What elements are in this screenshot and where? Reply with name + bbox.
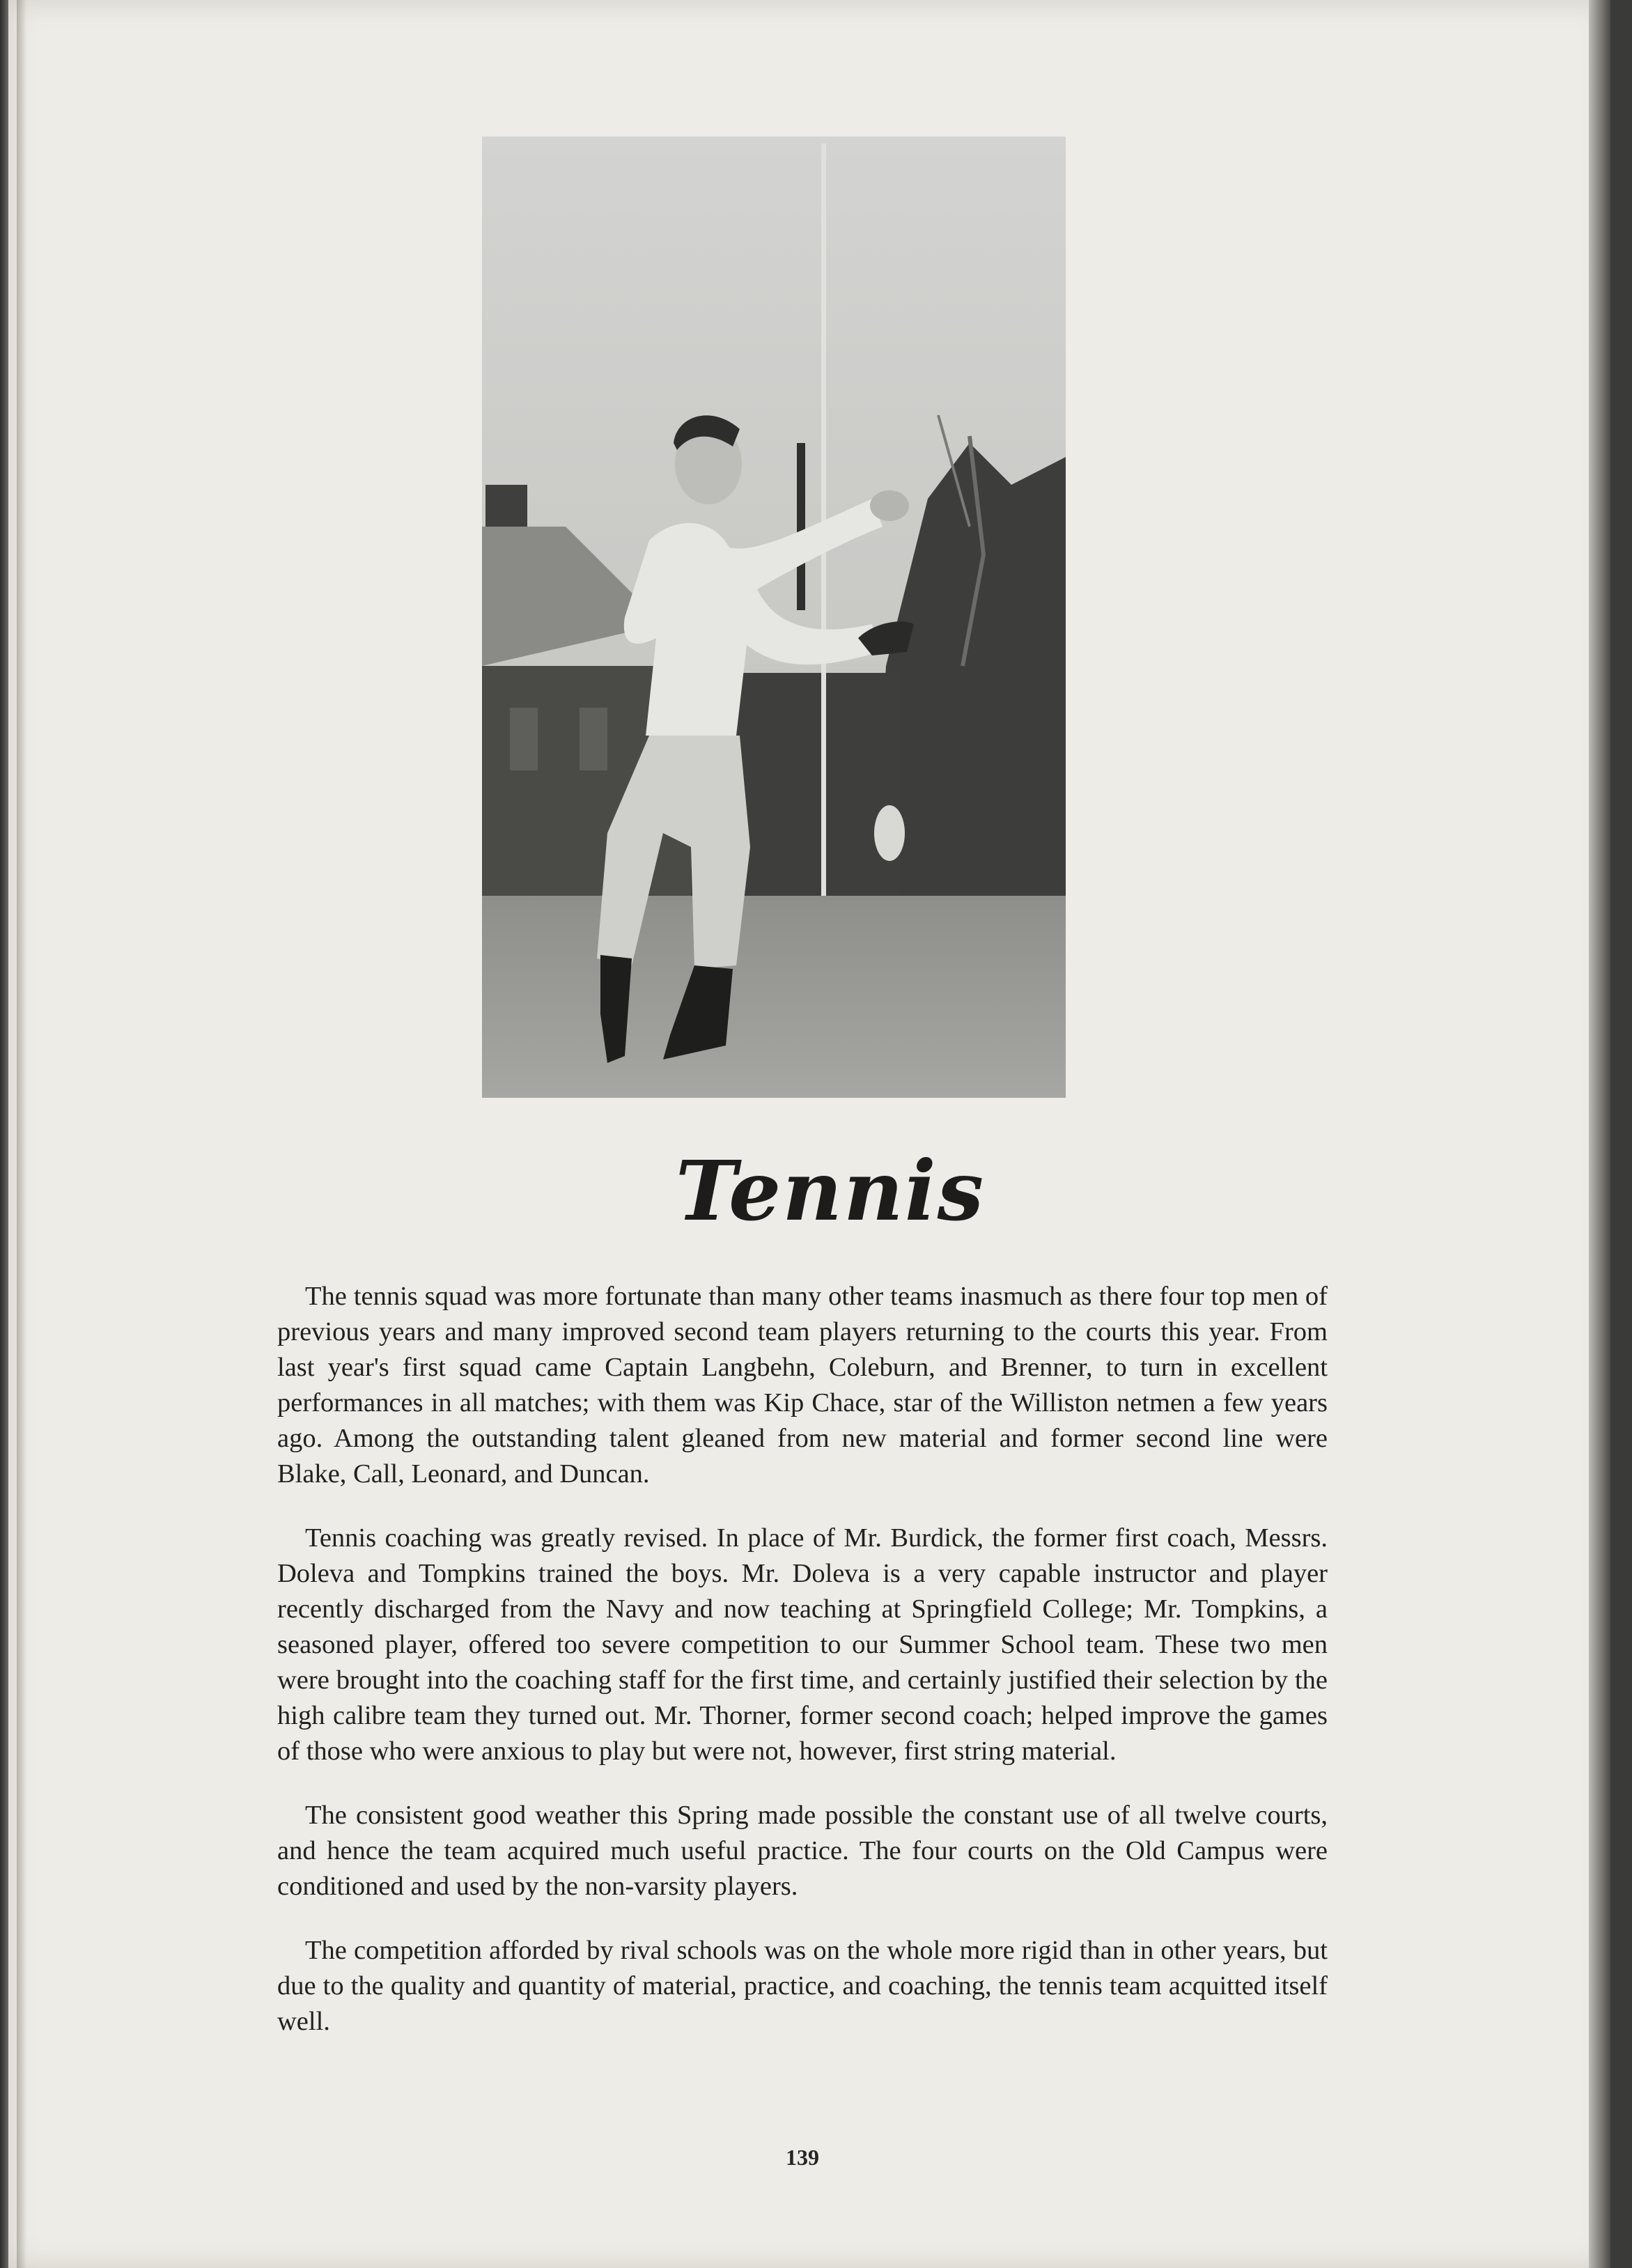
article-body [277,1279,1328,2068]
book-page [8,0,1610,2268]
page-right-edge [1589,0,1610,2268]
paragraph-2: Tennis coaching was greatly revised. In place of Mr. Burdick, the former first coach, Messrs. Doleva and Tompkins trained the boys. Mr. Doleva is a very capable instructor and player recently discharged from the Navy and now teaching at Springfield College; Mr. Tompkins, a seasoned player, offered too severe competition to our Summer School team. These two men were brought into the coaching staff for the first time, and certainly justified their selection by the high calibre team they turned out. Mr. Thorner, former second coach; helped improve the games of those who were anxious to play but were not, however, first string material. [277,1523,1328,1766]
paragraph-3: The consistent good weather this Spring made possible the constant use of all twelve courts, and hence the team acquired much useful practice. The four courts on the Old Campus were conditioned and used by the non-varsity players. [277,1801,1328,1901]
court [482,896,1066,1098]
article-title: Tennis [675,1142,986,1239]
tennis-player-photo [482,137,1066,1098]
paragraph-4: The competition afforded by rival schools was on the whole more rigid than in other years, but due to the quality and quantity of material, practice, and coaching, the tennis team acquitted itself well. [277,1936,1328,2036]
paragraph-1: The tennis squad was more fortunate than many other teams inasmuch as there four top men of previous years and many improved second team players returning to the courts this year. From last year's first squad came Captain Langbehn, Coleburn, and Brenner, to turn in excellent performances in all matches; with them was Kip Chace, star of the Williston netmen a few years ago. Among the outstanding talent gleaned from new material and former second line were Blake, Call, Leonard, and Duncan. [277,1282,1328,1489]
book-binding-edge [0,0,8,2268]
page-gutter-shadow [17,0,26,2268]
page-number: 139 [786,2145,819,2170]
